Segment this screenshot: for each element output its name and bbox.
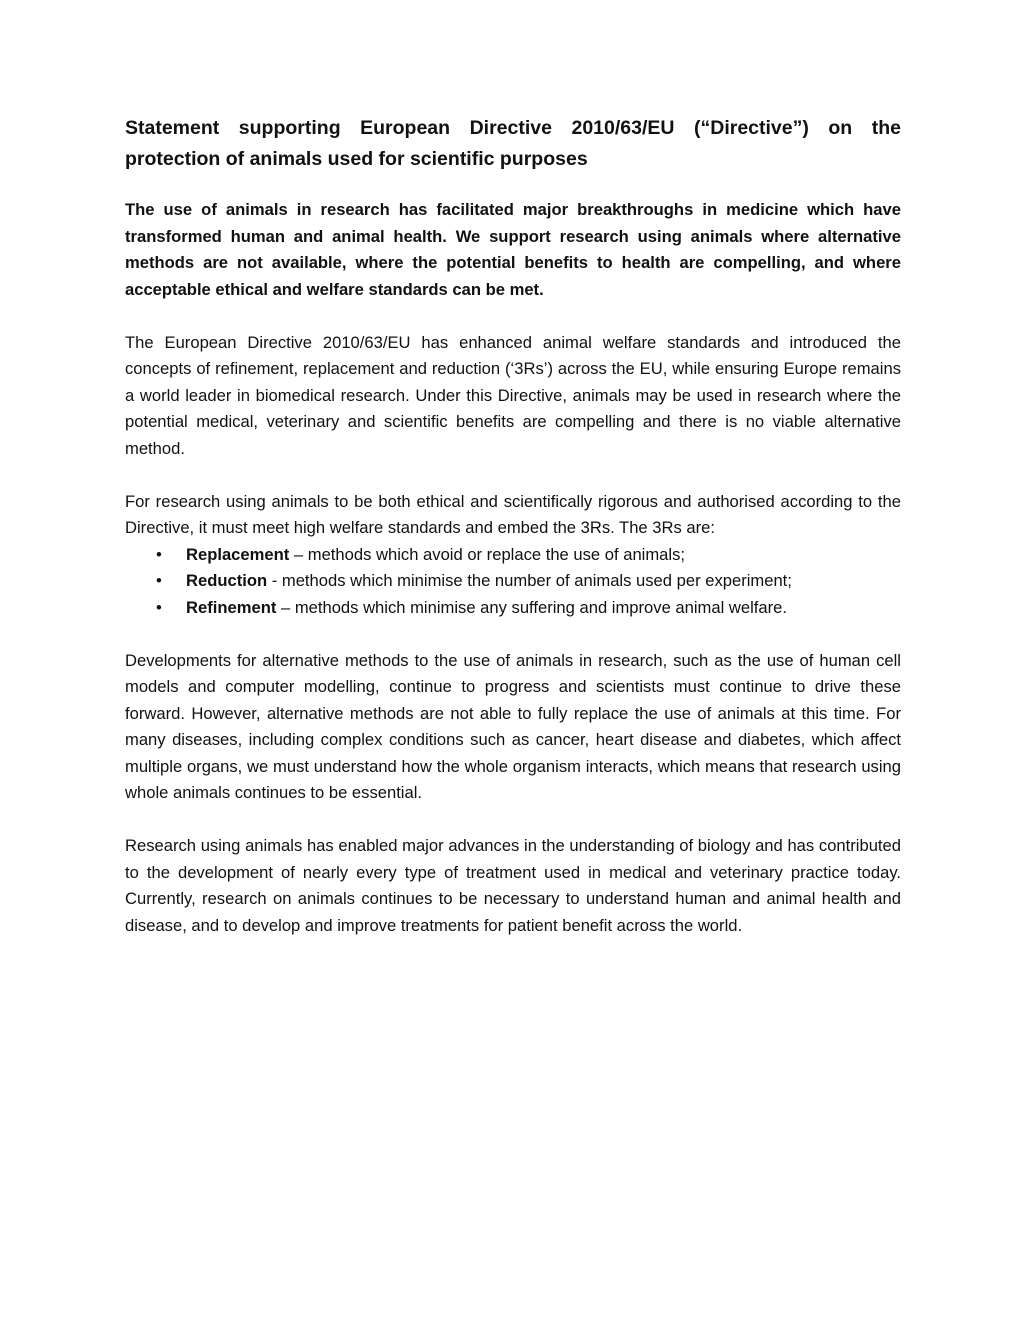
document-page [125,113,901,966]
three-rs-intro: For research using animals to be both ethical and scientifically rigorous and authorised according to the Directive, it must meet high welfare standards and embed the 3Rs. The 3Rs are: [125,491,901,537]
three-rs-list [125,542,901,622]
document-title: Statement supporting European Directive 2010/63/EU (“Directive”) on the protection of animals used for scientific purposes [125,117,901,170]
advances-paragraph: Research using animals has enabled major advances in the understanding of biology and has contributed to the development of nearly every type of treatment used in medical and veterinary practice today. Currently, research on animals continues to be necessary to understand human and animal health and disease, and to develop and improve treatments for patient benefit across the world. [125,836,901,935]
separator: – [289,544,308,564]
term: Reduction [186,571,268,590]
separator: - [267,571,282,590]
description: methods which minimise the number of animals used per experiment; [281,571,792,590]
bullet-icon: • [156,597,162,617]
separator: – [276,597,295,617]
term: Replacement [186,544,290,564]
list-item-replacement [125,542,901,569]
list-item-refinement [125,595,901,622]
description: methods which minimise any suffering and improve animal welfare. [294,597,788,617]
term: Refinement [186,597,277,617]
bullet-icon: • [156,544,162,564]
directive-paragraph: The European Directive 2010/63/EU has enhanced animal welfare standards and introduced the concepts of refinement, replacement and reduction (‘3Rs’) across the EU, while ensuring Europe remains a world leader in biomedical research. Under this Directive, animals may be used in research where the potential medical, veterinary and scientific benefits are compelling and there is no viable alternative method. [125,332,901,458]
description: methods which avoid or replace the use of animals; [307,544,685,564]
bullet-icon: • [156,571,162,590]
alternatives-paragraph: Developments for alternative methods to the use of animals in research, such as the use of human cell models and computer modelling, continue to progress and scientists must continue to drive these forward. However, alternative methods are not able to fully replace the use of animals at this time. For many diseases, including complex conditions such as cancer, heart disease and diabetes, which affect multiple organs, we must understand how the whole organism interacts, which means that research using whole animals continues to be essential. [125,650,901,802]
lead-paragraph: The use of animals in research has facilitated major breakthroughs in medicine which have transformed human and animal health. We support research using animals where alternative methods are not available, where the potential benefits to health are compelling, and where acceptable ethical and welfare standards can be met. [125,200,901,299]
list-item-reduction [125,568,901,595]
